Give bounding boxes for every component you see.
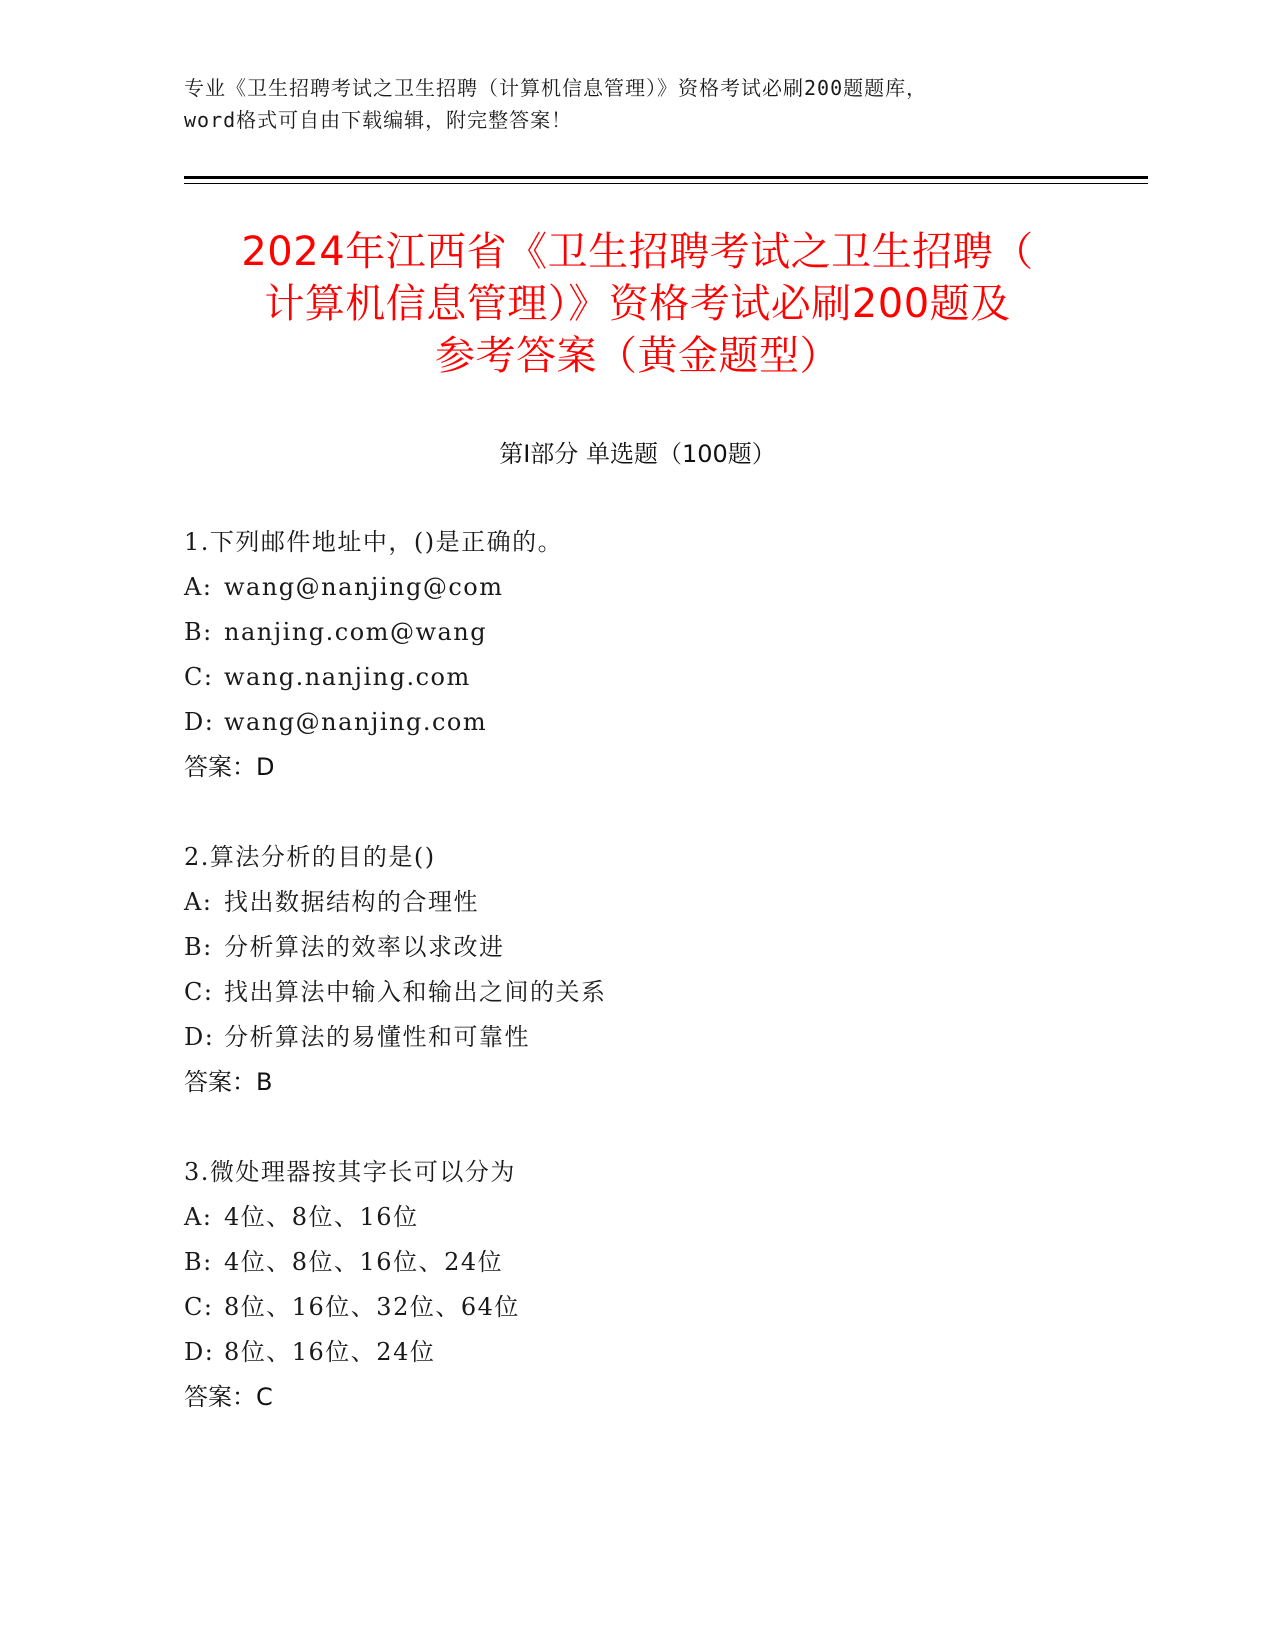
option-letter: C: [184,978,214,1006]
question-option-d [184,700,1084,745]
option-letter: B: [184,618,213,646]
question-option-c [184,1285,1084,1330]
option-text: wang.nanjing.com [224,663,471,691]
header-rule-thin [184,183,1148,184]
option-text: 找出算法中输入和输出之间的关系 [224,978,607,1006]
question-option-a [184,880,1084,925]
header-note-line-1: 专业《卫生招聘考试之卫生招聘（计算机信息管理）》资格考试必刷200题题库， [184,76,928,100]
question-option-c [184,655,1084,700]
question-answer: 答案：D [184,753,275,781]
option-letter: D: [184,1338,215,1366]
option-letter: B: [184,933,213,961]
question-option-d [184,1015,1084,1060]
question-option-b [184,1240,1084,1285]
option-letter: D: [184,708,215,736]
option-letter: A: [184,1203,213,1231]
option-letter: C: [184,663,214,691]
option-text: nanjing.com@wang [224,618,488,646]
option-text: 找出数据结构的合理性 [224,888,479,916]
header-rule-thick [184,176,1148,179]
question-option-d [184,1330,1084,1375]
question-answer: 答案：B [184,1068,273,1096]
document-title [150,226,1125,382]
header-note [184,72,1084,136]
option-text: 分析算法的易懂性和可靠性 [224,1023,530,1051]
section-heading: 第Ⅰ部分 单选题（100题） [499,440,776,468]
question-answer: 答案：C [184,1383,273,1411]
question-stem: 3.微处理器按其字长可以分为 [184,1158,516,1186]
option-letter: A: [184,888,213,916]
question-3 [184,1150,1084,1420]
question-stem: 2.算法分析的目的是() [184,843,436,871]
question-option-c [184,970,1084,1015]
option-letter: B: [184,1248,213,1276]
option-text: 8位、16位、24位 [224,1338,436,1366]
option-letter: D: [184,1023,215,1051]
question-option-b [184,925,1084,970]
document-title-line-1: 2024年江西省《卫生招聘考试之卫生招聘（ [241,229,1034,275]
option-text: 4位、8位、16位、24位 [224,1248,504,1276]
document-title-line-2: 计算机信息管理）》资格考试必刷200题及 [264,281,1011,327]
question-stem: 1.下列邮件地址中，()是正确的。 [184,528,564,556]
option-letter: A: [184,573,213,601]
question-2 [184,835,1084,1105]
question-option-a [184,565,1084,610]
question-option-b [184,610,1084,655]
question-option-a [184,1195,1084,1240]
option-text: 8位、16位、32位、64位 [224,1293,520,1321]
option-letter: C: [184,1293,214,1321]
header-note-line-2: word格式可自由下载编辑，附完整答案！ [184,108,573,132]
option-text: wang@nanjing@com [224,573,504,601]
question-1 [184,520,1084,790]
option-text: 4位、8位、16位 [224,1203,419,1231]
option-text: wang@nanjing.com [224,708,488,736]
document-title-line-3: 参考答案（黄金题型） [435,333,840,379]
option-text: 分析算法的效率以求改进 [224,933,505,961]
